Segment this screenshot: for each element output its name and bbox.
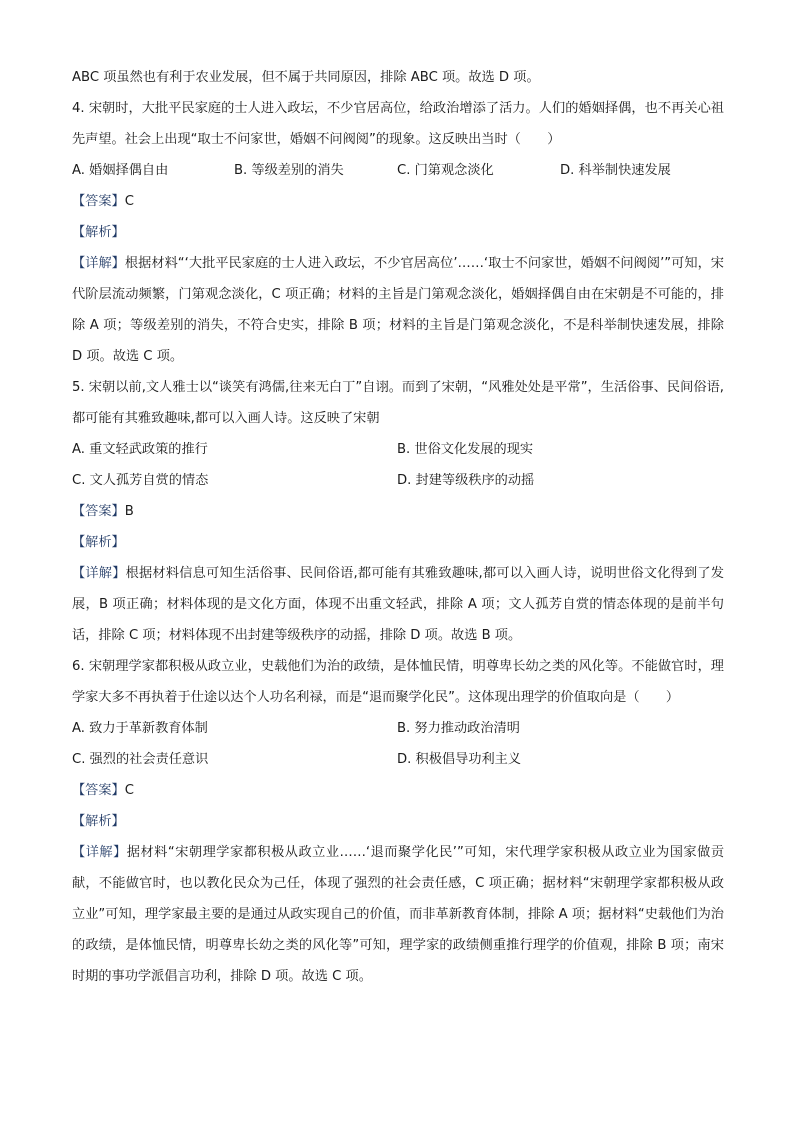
q4-option-d: D. 科举制快速发展 xyxy=(560,163,671,178)
q6-option-d: D. 积极倡导功利主义 xyxy=(397,752,522,767)
q6-analysis-label: 【解析】 xyxy=(72,814,125,829)
q6-detail xyxy=(72,837,724,992)
document-content xyxy=(72,62,724,992)
q6-option-a: A. 致力于革新教育体制 xyxy=(72,721,208,736)
answer-label: 【答案】 xyxy=(72,504,125,519)
q6-option-b: B. 努力推动政治清明 xyxy=(397,721,520,736)
answer-value: C xyxy=(124,783,134,798)
detail-text: 据材料“宋朝理学家都积极从政立业……‘退而聚学化民’”可知，宋代理学家积极从政立业为国家做贡献，不能做官时，也以教化民众为己任，体现了强烈的社会责任感，C 项正确；据材料“宋朝理学家都积极从政立业”可知，理学家最主要的是通过从政实现自己的价值，而非革新教育体制，排除 A 项；据材料“史载他们为治的政绩，是体恤民情，明尊卑长幼之类的风化等”可知，理学家的政绩侧重推行理学的价值观，排除 B 项；南宋时期的事功学派倡言功利，排除 D 项。故选 C 项。 xyxy=(72,845,725,984)
q5-option-b: B. 世俗文化发展的现实 xyxy=(397,442,534,457)
prev-analysis-tail: ABC 项虽然也有利于农业发展，但不属于共同原因，排除 ABC 项。故选 D 项。 xyxy=(72,70,540,85)
answer-value: B xyxy=(124,504,134,519)
detail-label: 【详解】 xyxy=(72,845,127,860)
q6-answer xyxy=(72,775,724,806)
answer-label: 【答案】 xyxy=(72,783,125,798)
q5-analysis-label: 【解析】 xyxy=(72,535,125,550)
q5-detail xyxy=(72,558,724,651)
question-5-options-row2 xyxy=(72,465,724,496)
question-5-stem: 5. 宋朝以前,文人雅士以“谈笑有鸿儒,往来无白丁”自诩。而到了宋朝，“风雅处处是平常”，生活俗事、民间俗语,都可能有其雅致趣味,都可以入画人诗。这反映了宋朝 xyxy=(72,380,724,426)
question-4-options xyxy=(72,155,724,186)
detail-text: 根据材料信息可知生活俗事、民间俗语,都可能有其雅致趣味,都可以入画人诗，说明世俗文化得到了发展，B 项正确；材料体现的是文化方面，体现不出重文轻武，排除 A 项；文人孤芳自赏的情态体现的是前半句话，排除 C 项；材料体现不出封建等级秩序的动摇，排除 D 项。故选 B 项。 xyxy=(72,566,724,643)
question-6-stem: 6. 宋朝理学家都积极从政立业，史载他们为治的政绩，是体恤民情，明尊卑长幼之类的风化等。不能做官时，理学家大多不再执着于仕途以达个人功名利禄，而是“退而聚学化民”。这体现出理学的价值取向是（ ） xyxy=(72,659,724,705)
detail-label: 【详解】 xyxy=(72,256,125,271)
q5-option-a: A. 重文轻武政策的推行 xyxy=(72,442,208,457)
answer-value: C xyxy=(124,194,134,209)
q5-option-c: C. 文人孤芳自赏的情态 xyxy=(72,473,209,488)
q4-option-a: A. 婚姻择偶自由 xyxy=(72,163,169,178)
q4-option-b: B. 等级差别的消失 xyxy=(234,163,344,178)
q4-analysis-label: 【解析】 xyxy=(72,225,125,240)
q4-option-c: C. 门第观念淡化 xyxy=(397,163,494,178)
question-6-options-row2 xyxy=(72,744,724,775)
detail-text: 根据材料“‘大批平民家庭的士人进入政坛，不少官居高位’……‘取士不问家世，婚姻不问阀阅’”可知，宋代阶层流动频繁，门第观念淡化，C 项正确；材料的主旨是门第观念淡化，婚姻择偶自由在宋朝是不可能的，排除 A 项；等级差别的消失，不符合史实，排除 B 项；材料的主旨是门第观念淡化，不是科举制快速发展，排除 D 项。故选 C 项。 xyxy=(72,256,724,364)
q4-answer xyxy=(72,186,724,217)
q5-option-d: D. 封建等级秩序的动摇 xyxy=(397,473,535,488)
q6-option-c: C. 强烈的社会责任意识 xyxy=(72,752,209,767)
detail-label: 【详解】 xyxy=(72,566,126,581)
question-5-options-row1 xyxy=(72,434,724,465)
question-4-stem: 4. 宋朝时，大批平民家庭的士人进入政坛，不少官居高位，给政治增添了活力。人们的婚姻择偶，也不再关心祖先声望。社会上出现“取士不问家世，婚姻不问阀阅”的现象。这反映出当时（ ） xyxy=(72,101,724,147)
question-6-options-row1 xyxy=(72,713,724,744)
answer-label: 【答案】 xyxy=(72,194,125,209)
q5-answer xyxy=(72,496,724,527)
q4-detail xyxy=(72,248,724,372)
